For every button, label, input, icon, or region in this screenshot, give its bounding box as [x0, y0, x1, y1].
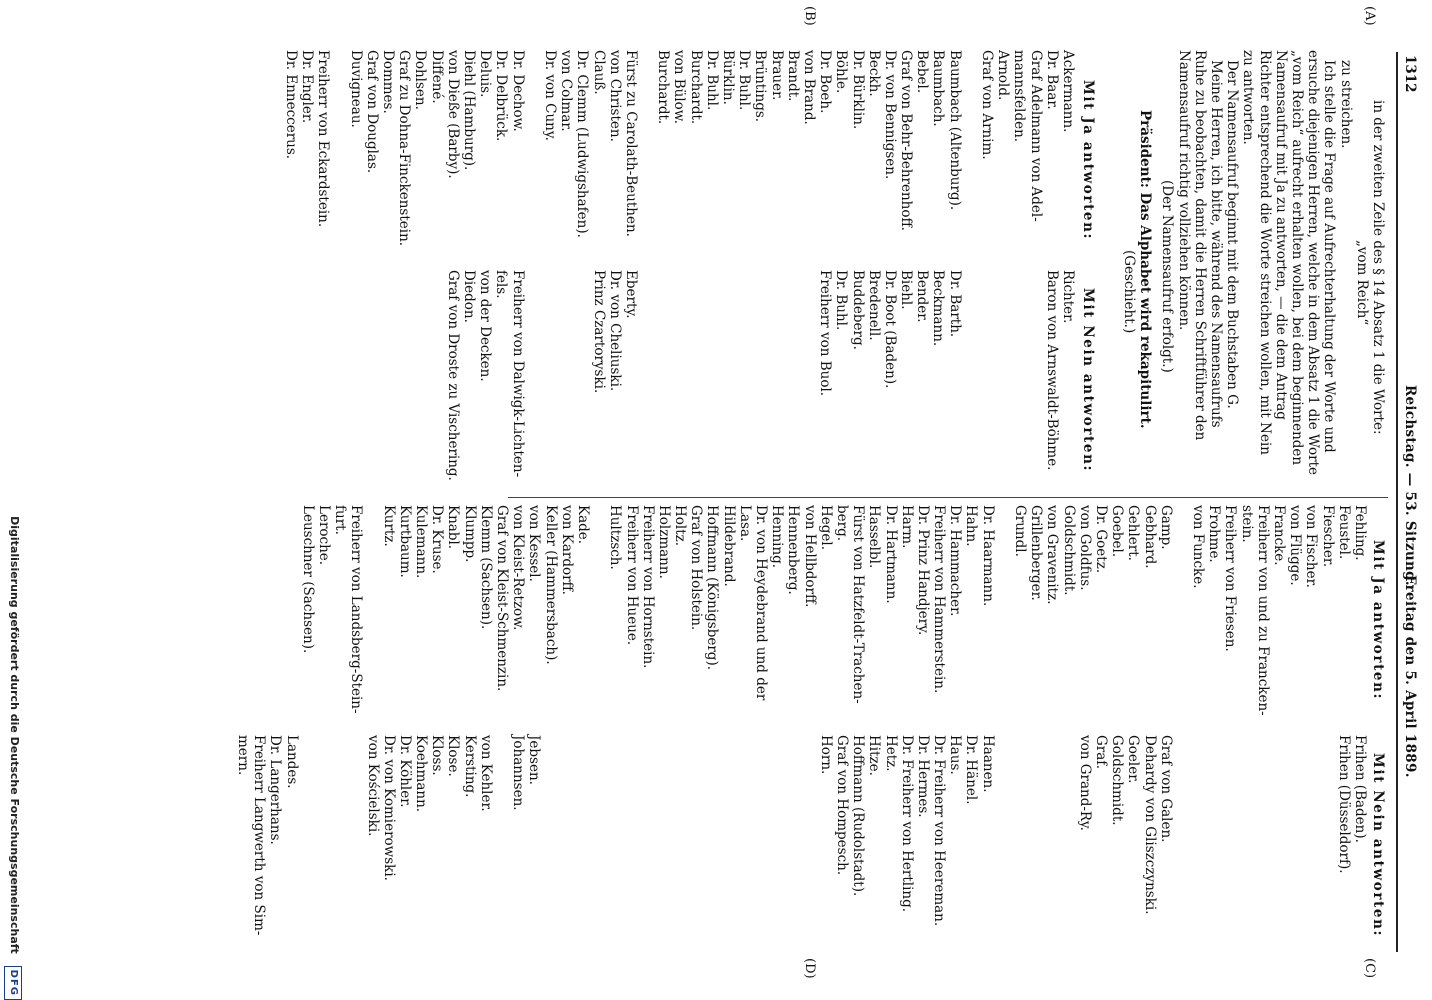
president-statement: Präsident: Das Alphabet wird rekapitulirt. [1137, 110, 1154, 429]
member-name [769, 735, 785, 955]
member-name: Dr. Clemm (Ludwigshafen). [574, 50, 591, 238]
member-name: Baumbach (Altenburg). [946, 50, 963, 211]
member-name: Graf von Holstein. [688, 505, 705, 631]
intro-line: „vom Reich“ aufrecht erhalten wollen, bei dem beginnenden [1288, 50, 1305, 466]
member-name [558, 270, 574, 490]
member-name: Diedon. [461, 270, 478, 323]
member-name: Kurtbaum. [396, 505, 413, 578]
intro-line: Der Namensaufruf beginnt mit dem Buchstaben G. [1224, 60, 1241, 409]
margin-letter-c: (C) [1362, 958, 1377, 979]
member-name: Dehardy von Gliszczynski. [1141, 735, 1158, 915]
member-name [720, 270, 736, 490]
member-name: Dohlsen. [412, 50, 429, 110]
member-name: Freiherr von Hammerstein. [931, 505, 948, 694]
heading-ja-right: Mit Ja antworten: [1370, 539, 1386, 701]
member-name: Gehlert. [1125, 505, 1142, 561]
member-name: Freiherr von Landsberg-Stein- [348, 505, 365, 714]
member-name [1174, 735, 1190, 955]
member-name: Graf zu Dohna-Finckenstein. [396, 50, 413, 247]
member-name: Dr. Boeh. [817, 50, 834, 114]
member-name [300, 735, 316, 955]
member-name: Baron von Arnswaldt-Böhme. [1043, 270, 1060, 471]
member-name [1012, 735, 1028, 955]
member-name [752, 270, 768, 490]
member-name: Bender. [914, 270, 931, 323]
member-name [1271, 735, 1287, 955]
member-name: Graf von Hompesch. [834, 735, 850, 876]
member-name: Gebhard. [1141, 505, 1158, 569]
member-name: von Dieße (Barby). [444, 50, 461, 179]
member-name: von Colmar. [558, 50, 575, 132]
intro-line: Ruhe zu beobachten, damit die Herren Schriftführer den [1191, 50, 1208, 441]
member-name: Bebel. [914, 50, 931, 94]
member-name: Dr. Enneccerus. [283, 50, 299, 160]
member-name: von Christen. [606, 50, 623, 142]
member-name: Hasselbl. [866, 505, 883, 569]
member-name: Dr. Hartmann. [882, 505, 899, 604]
member-name: Hoffmann (Königsberg). [704, 505, 721, 671]
member-name [768, 270, 784, 490]
member-name: von Flügge. [1287, 505, 1304, 586]
intro-line: Ich stelle die Frage auf Aufrechterhaltung der Worte und [1321, 60, 1338, 453]
member-name: Bürklin. [720, 50, 737, 105]
member-name: Kloss. [429, 735, 446, 776]
member-name: Graf. [1093, 735, 1109, 770]
member-name: Dr. Bürklin. [849, 50, 866, 130]
member-name: Dr. von Heydebrand und der [753, 505, 770, 701]
member-name: Graf von Galen. [1157, 735, 1174, 843]
member-name: von der Decken. [477, 270, 494, 382]
member-name: Dr. Boot (Baden). [881, 270, 898, 389]
member-name: Frihen (Baden). [1352, 735, 1368, 843]
member-name: furt. [332, 505, 349, 535]
member-name [574, 270, 590, 490]
member-name: Hildebrand. [720, 505, 737, 587]
member-name [963, 50, 979, 270]
member-name: Beckh. [865, 50, 882, 97]
member-name [995, 270, 1011, 490]
member-name: Ackermann. [1060, 50, 1076, 133]
member-name: Dr. Buhl. [703, 50, 720, 111]
member-name: Burchardt. [687, 50, 704, 125]
member-name: Beckmann. [930, 270, 947, 347]
member-name: Freiherr von Dalwigk-Lichten- [509, 270, 526, 478]
member-name: von Gravenitz. [1044, 505, 1061, 605]
member-name [801, 735, 817, 955]
member-name [1206, 735, 1222, 955]
member-name: Brauer. [768, 50, 785, 101]
member-name [316, 735, 332, 955]
member-name [737, 735, 753, 955]
member-name: Dr. von Cuny. [542, 50, 558, 141]
margin-letter-d: (D) [802, 958, 817, 979]
member-name [640, 735, 656, 955]
member-name: von Kardorff. [558, 505, 575, 595]
member-name [1027, 270, 1043, 490]
member-name [656, 735, 672, 955]
member-name [1190, 735, 1206, 955]
member-name: Knabl. [445, 505, 462, 550]
member-name [704, 270, 720, 490]
member-name: Eberty. [622, 270, 639, 319]
member-name: Landes. [283, 735, 300, 789]
member-name [671, 270, 687, 490]
member-name: von Kessel. [526, 505, 543, 582]
page-number: 1312 [1402, 55, 1418, 93]
member-name: Grillenberger. [1028, 505, 1045, 601]
member-name: Hitze. [866, 735, 883, 776]
member-name: von Hellbdorff. [801, 505, 818, 608]
member-name: Dr. Baar. [1043, 50, 1060, 110]
member-name: Dr. von Cheliuski. [606, 270, 623, 392]
member-name: Fürst zu Carolath-Beuthen. [622, 50, 639, 237]
member-name: Hegel. [817, 505, 834, 551]
member-name: Klemm (Sachsen). [477, 505, 494, 630]
heading-ja-left: Mit Ja antworten: [1080, 79, 1096, 241]
member-name [785, 735, 801, 955]
member-name [1060, 735, 1076, 955]
member-name: Dr. von Komierowski. [380, 735, 397, 881]
member-name [639, 270, 655, 490]
intro-line: Meine Herren, ich bitte, während des Namensaufrufs [1207, 60, 1224, 428]
intro-line: zu antworten. [1240, 50, 1257, 145]
member-name: von Goldfus. [1076, 505, 1093, 591]
member-name [364, 505, 380, 735]
member-name: Freiherr von und zu Francken- [1254, 505, 1271, 716]
member-name [1028, 735, 1044, 955]
column-divider [508, 497, 1388, 498]
member-name: Francke. [1271, 505, 1288, 566]
member-name [1222, 735, 1238, 955]
member-name: Holtz. [672, 505, 689, 547]
margin-letter-b: (B) [802, 6, 817, 26]
member-name: Deluis. [477, 50, 494, 98]
member-name: Fehling. [1352, 505, 1368, 561]
member-name: Graf von Arnim. [979, 50, 996, 160]
member-name: Feustel. [1335, 505, 1352, 560]
member-name: Hoffmann (Rudolstadt). [850, 735, 867, 897]
member-name: Dr. Prinz Handjery. [914, 505, 931, 636]
member-name: Graf von Behr-Behrenhoff. [898, 50, 915, 231]
intro-line: (Der Namensaufruf erfolgt.) [1159, 180, 1176, 373]
intro-line: „vom Reich“ [1353, 240, 1370, 326]
session-date: Freitag den 5. April 1889. [1402, 575, 1418, 778]
member-name [1174, 505, 1190, 735]
member-name: Kurtz. [380, 505, 397, 547]
member-name: Haanen. [979, 735, 996, 793]
member-name [494, 735, 510, 955]
member-name: Dr. Delbrück. [493, 50, 510, 142]
member-name [591, 735, 607, 955]
member-name: Graf von Kleist-Schmenzin. [494, 505, 511, 692]
intro-line: Richter entsprechend die Worte streichen wollen, mit Nein [1256, 50, 1273, 455]
right-ja-list [300, 505, 1368, 735]
intro-line: zu streichen. [1337, 60, 1354, 149]
member-name [1255, 735, 1271, 955]
member-name: Böhle. [833, 50, 850, 94]
member-name: stein. [1238, 505, 1255, 543]
member-name: von Kehler. [477, 735, 494, 812]
member-name [996, 735, 1012, 955]
member-name: Holzmann. [655, 505, 672, 579]
member-name: Frihen (Düsseldorf). [1335, 735, 1352, 874]
member-name: von Brand. [801, 50, 817, 125]
member-name [801, 270, 817, 490]
member-name: Dr. Langerhans. [267, 735, 284, 845]
member-name [591, 505, 607, 735]
member-name [623, 735, 639, 955]
member-name: Goldschmidt. [1060, 505, 1077, 596]
page-header [1392, 0, 1432, 1000]
member-name: Dommes. [380, 50, 397, 114]
member-name [655, 270, 671, 490]
member-name: Hultzsch. [607, 505, 624, 570]
member-name: Haus. [947, 735, 964, 775]
member-name: von Kościelski. [364, 735, 381, 837]
member-name [575, 735, 591, 955]
member-name: Burchardt. [655, 50, 672, 125]
member-name: Johannsen. [510, 735, 527, 811]
member-name: Harm. [898, 505, 915, 549]
member-name: Freiherr von Hueue. [623, 505, 640, 646]
member-name: von Kleist-Retzow. [510, 505, 527, 631]
member-name: Richter. [1060, 270, 1076, 324]
member-name: Biehl. [898, 270, 915, 310]
member-name: Jebsen. [526, 735, 543, 785]
member-name: Buddeberg. [849, 270, 866, 350]
member-name: Dr. Buhl. [736, 50, 753, 111]
member-name [785, 270, 801, 490]
member-name: Kulemann. [413, 505, 430, 579]
member-name: Brüntings. [752, 50, 769, 123]
member-name: Graf Adelmann von Adel- [1027, 50, 1044, 222]
member-name [559, 735, 575, 955]
member-name [526, 270, 542, 490]
member-name [672, 735, 688, 955]
header-rule [1396, 52, 1398, 952]
digitization-credit [4, 0, 22, 1000]
member-name: Klose. [445, 735, 462, 777]
running-title: Reichstag. — 53. Sitzung. [1402, 385, 1418, 586]
member-name: Fürst von Hatzfeldt-Trachen- [850, 505, 867, 704]
member-name: Diehl (Hamburg). [461, 50, 478, 171]
member-name: Freiherr von Friesen. [1222, 505, 1239, 652]
member-name: Grundl. [1012, 505, 1029, 557]
member-name: Dr. Goetz. [1093, 505, 1109, 574]
member-name: Hennenberg. [785, 505, 802, 595]
member-name: Lasa. [736, 505, 753, 542]
member-name: Henning. [769, 505, 786, 569]
member-name [607, 735, 623, 955]
credit-text: Digitalisierung gefördert durch die Deutsche Forschungsgemeinschaft [8, 516, 21, 954]
member-name [1239, 735, 1255, 955]
member-name [1011, 270, 1027, 490]
member-name: Graf von Douglas. [363, 50, 380, 174]
member-name [963, 270, 979, 490]
member-name [996, 505, 1012, 735]
member-name [753, 735, 769, 955]
member-name: mern. [235, 735, 252, 776]
member-name: Freiherr von Eckardstein. [315, 50, 332, 228]
member-name: Dr. Dechow. [509, 50, 526, 132]
member-name: Dr. Hänel. [963, 735, 980, 805]
member-name [736, 270, 752, 490]
member-name: Goebel. [1109, 505, 1126, 558]
member-name: Horn. [817, 735, 834, 775]
member-name: Goeler. [1125, 735, 1142, 784]
member-name [1319, 735, 1335, 955]
member-name: Dr. Freiherr von Heereman. [931, 735, 948, 927]
left-nein-list [445, 270, 1076, 490]
member-name [1044, 735, 1060, 955]
member-name: Duvigneau. [347, 50, 364, 128]
member-name: Freiherr von Buol. [817, 270, 834, 397]
member-name: Brandt. [784, 50, 801, 102]
member-name: Dr. Buhl. [833, 270, 850, 331]
member-name: Dr. Hammacher. [947, 505, 964, 617]
member-name: von Bülow. [671, 50, 688, 125]
intro-line: Namensaufruf richtig vollziehen können. [1175, 50, 1192, 331]
member-name: Arnold. [995, 50, 1012, 101]
member-name: von Grand-Ry. [1076, 735, 1093, 831]
dfg-logo: DFG [4, 966, 22, 1000]
member-name [721, 735, 737, 955]
member-name [688, 735, 704, 955]
member-name: Kade. [575, 505, 591, 545]
member-name [1303, 735, 1319, 955]
member-name: Dr. von Bennigsen. [881, 50, 898, 180]
member-name [542, 270, 558, 490]
member-name: Freiherr von Hornstein. [639, 505, 656, 669]
member-name [1287, 735, 1303, 955]
member-name [348, 735, 364, 955]
member-name: Gamp. [1157, 505, 1174, 550]
member-name: Dr. Barth. [946, 270, 963, 338]
intro-paragraph [1121, 50, 1386, 490]
member-name: Klumpp. [461, 505, 478, 563]
member-name: mannsfelden. [1011, 50, 1028, 143]
member-name: Goldschmidt. [1109, 735, 1126, 826]
intro-line: ersuche diejenigen Herren, welche in dem Absatz 1 die Worte [1305, 50, 1322, 475]
member-name: Bredenell. [865, 270, 882, 341]
member-name [639, 50, 655, 270]
left-ja-list [283, 50, 1076, 270]
member-name: Frohme. [1206, 505, 1223, 563]
member-name: Baumbach. [930, 50, 947, 127]
member-name: Keller (Hammersbach). [542, 505, 559, 665]
intro-line: Namensaufruf mit Ja zu antworten, — die dem Antrag [1272, 50, 1289, 420]
right-nein-list [235, 735, 1368, 955]
member-name: berg. [834, 505, 850, 542]
member-name: Dr. Hermes. [914, 735, 931, 818]
member-name: fels. [493, 270, 510, 299]
member-name: Dr. Kruse. [429, 505, 446, 574]
member-name [704, 735, 720, 955]
member-name: Koehmann. [413, 735, 430, 813]
member-name: Hetz. [882, 735, 899, 772]
heading-nein-left: Mit Nein antworten: [1080, 287, 1096, 473]
member-name [526, 50, 542, 270]
member-name: Dr. Haarmann. [979, 505, 996, 607]
intro-line: (Geschieht.) [1120, 250, 1137, 334]
intro-line: in der zweiten Zeile des § 14 Absatz 1 die Worte: [1370, 100, 1386, 435]
member-name [331, 50, 347, 270]
member-name: Fiescher. [1319, 505, 1336, 568]
member-name: Clauß. [590, 50, 607, 95]
member-name: Hahn. [963, 505, 980, 547]
heading-nein-right: Mit Nein antworten: [1370, 752, 1386, 938]
member-name [979, 270, 995, 490]
member-name: Kersting. [461, 735, 478, 798]
member-name: Freiherr Langwerth von Sim- [251, 735, 268, 936]
member-name: Leuschner (Sachsen). [299, 505, 316, 654]
member-name [688, 270, 704, 490]
member-name: Dr. Engler. [299, 50, 316, 124]
member-name: Dr. Köhler. [396, 735, 413, 808]
member-name: von Funcke. [1190, 505, 1207, 589]
member-name: Graf von Droste zu Vischering. [444, 270, 461, 481]
member-name [542, 735, 558, 955]
member-name: Leroche. [316, 505, 332, 566]
member-name: von Fischer. [1303, 505, 1320, 588]
member-name [332, 735, 348, 955]
member-name: Dr. Freiherr von Hertling. [898, 735, 915, 913]
member-name: Prinz Czartoryski. [590, 270, 607, 394]
margin-letter-a: (A) [1362, 6, 1377, 26]
member-name: Diffené. [428, 50, 445, 104]
